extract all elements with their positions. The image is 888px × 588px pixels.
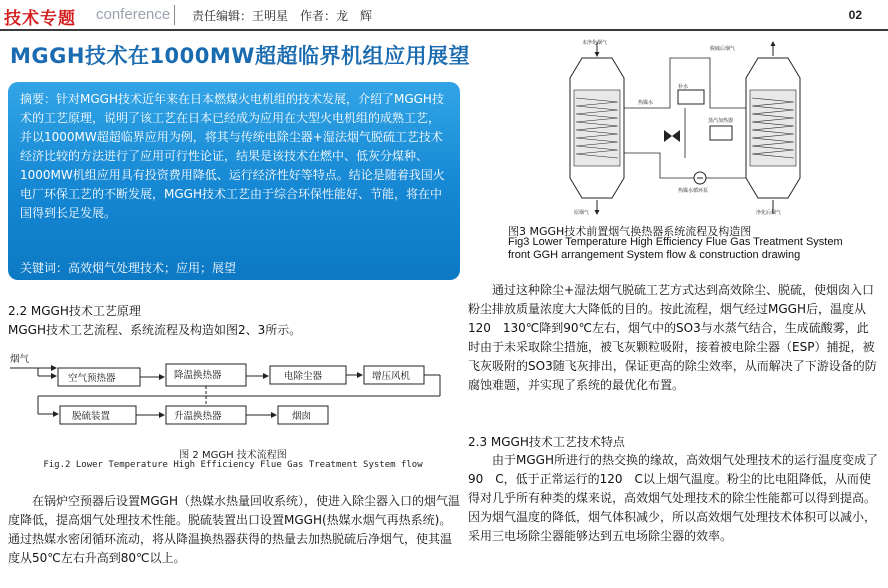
fig3-label-original-gas: 原烟气 (574, 210, 590, 216)
article-title: MGGH技术在1000MW超超临界机组应用展望 (10, 44, 470, 68)
column-brand: 技术专题 (4, 9, 76, 29)
fig3-label-raw-gas-in: 未净化烟气 (582, 40, 608, 46)
figure-2-caption-cn: 图 2 MGGH 技术流程图 (179, 450, 287, 461)
section-2-3-body: 由于MGGH所进行的热交换的缘故，高效烟气处理技术的运行温度变成了90 C，低于正常运行的120 C以上烟气温度。粉尘的比电阻降低，从而使得对几乎所有种类的煤来说，高效烟气处理技术的除尘性能都可以得到提高。因为烟气温度的降低，烟气体积减少，所以高效烟气处理技术体积可以减小，采用三电场除尘器能够达到五电场除尘器的效率。 (468, 453, 878, 543)
flow-box-reheater-label: 升温换热器 (174, 411, 222, 422)
figure-2-caption-en: Fig.2 Lower Temperature High Efficiency Flue Gas Treatment System flow (43, 460, 423, 470)
fig3-label-heat-medium: 热媒水 (638, 100, 654, 106)
section-2-2-body: 在锅炉空预器后设置MGGH（热媒水热量回收系统），使进入除尘器入口的烟气温度降低，提高烟气处理技术性能。脱硫装置出口设置MGGH(热媒水烟气再热系统)。通过热媒水密闭循环流动，将从降温换热器获得的热量去加热脱硫后净烟气，使其温度从50℃左右升高到80℃以上。 (8, 494, 460, 565)
flow-box-stack-label: 烟囱 (292, 411, 312, 422)
flow-box-fgd-label: 脱硫装置 (72, 411, 111, 422)
figure-3-caption-en-2: front GGH arrangement System flow & construction drawing (508, 249, 801, 261)
figure-3-caption-cn: 图3 MGGH技术前置烟气换热器系统流程及构造图 (508, 225, 752, 238)
section-2-2-intro: MGGH技术工艺流程、系统流程及构造如图2、3所示。 (8, 323, 302, 337)
abstract-text: 摘要：针对MGGH技术近年来在日本燃煤火电机组的技术发展，介绍了MGGH技术的工艺原理，说明了该工艺在日本已经成为应用在大型火电机组的成熟工艺，并以1000MW超超临界应用为例，将其与传统电除尘器+湿法烟气脱硫工艺技术经济比较的方法进行了应用可行性论证，结果是该技术在燃中、低灰分煤种、1000MW机组应用具有投资费用降低、运行经济性好等特点。结论是随着我国火电厂环保工艺的不断发展，MGGH技术工艺由于综合环保性能好、节能，将在中国得到长足发展。 (20, 92, 445, 220)
figure-3-caption-en-1: Fig3 Lower Temperature High Efficiency Flue Gas Treatment System (508, 236, 843, 248)
abstract-box (8, 82, 460, 280)
flow-box-cooling-exchanger-label: 降温换热器 (174, 370, 222, 381)
flow-box-booster-fan-label: 增压风机 (372, 371, 411, 382)
header-rule (0, 29, 888, 31)
fig3-label-clean-gas-out: 净化后烟气 (756, 210, 782, 216)
page-number: 02 (848, 8, 862, 22)
figure-2-flow-diagram (8, 348, 458, 440)
flow-box-esp-label: 电除尘器 (284, 371, 323, 382)
figure-3-system-diagram (560, 38, 810, 218)
page-header (0, 0, 888, 32)
editor-author-credit: 责任编辑：王明星 作者：龙 辉 (192, 9, 373, 23)
section-2-3-heading: 2.3 MGGH技术工艺技术特点 (468, 435, 625, 449)
keywords: 关键词：高效烟气处理技术；应用；展望 (20, 261, 237, 275)
fig3-label-circulation-pump: 热媒水循环泵 (678, 188, 709, 194)
header-divider (174, 5, 175, 25)
flow-box-air-preheater-label: 空气预热器 (68, 373, 116, 384)
right-column-body-1: 通过这种除尘+湿法烟气脱硫工艺方式达到高效除尘、脱硫，使烟囱入口粉尘排放质量浓度大大降低的目的。按此流程，烟气经过MGGH后，温度从120 130℃降到90℃左右，烟气中的SO3与水蒸气结合，生成硫酸雾，此时由于未采取除尘措施，被飞灰颗粒吸附，接着被电除尘器（ESP）捕捉，被飞灰吸附的SO3随飞灰排出，保证更高的除尘效率，从而解决了下游设备的防腐蚀难题，并实现了系统的最优化布置。 (468, 283, 877, 392)
fig3-label-makeup-water: 补水 (678, 84, 689, 90)
fig3-label-steam-heater: 蒸汽加热器 (708, 118, 734, 124)
flow-input-label: 烟气 (10, 354, 30, 365)
fig3-label-desulfurized-gas: 脱硫后烟气 (710, 46, 736, 52)
section-2-2-heading: 2.2 MGGH技术工艺原理 (8, 304, 141, 318)
column-brand-en: conference (96, 6, 171, 23)
